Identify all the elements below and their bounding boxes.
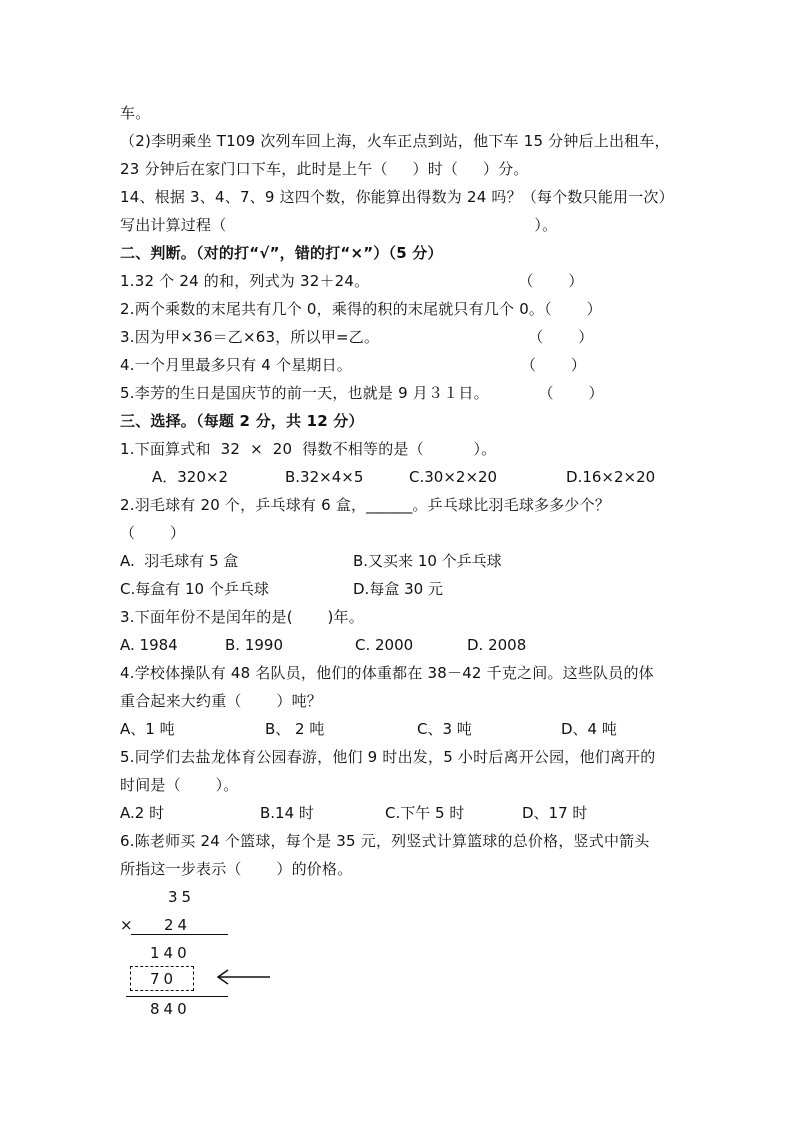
final-product: 840	[150, 1000, 191, 1018]
choice-q2-blank: （ ）	[120, 524, 186, 542]
choice-q5-option-b: B.14 时	[260, 804, 314, 822]
left-arrow-icon	[216, 968, 272, 986]
judge-item-5: 5.李芳的生日是国庆节的前一天，也就是 9 月３１日。 （ ）	[120, 384, 604, 402]
choice-q6-stem-cont: 所指这一步表示（ ）的价格。	[120, 860, 353, 878]
multiplication-line	[131, 934, 228, 935]
judge-item-3: 3.因为甲×36＝乙×63，所以甲=乙。 （ ）	[120, 328, 594, 346]
multiplicand: 35	[168, 888, 196, 906]
judge-item-2: 2.两个乘数的末尾共有几个 0，乘得的积的末尾就只有几个 0。（ ）	[120, 300, 602, 318]
choice-q5-option-c: C.下午 5 时	[385, 804, 465, 822]
choice-q2-stem: 2.羽毛球有 20 个，乒乓球有 6 盒，______。乒乓球比羽毛球多多少个？	[120, 496, 611, 514]
choice-q2-option-a: A. 羽毛球有 5 盒	[120, 552, 239, 570]
text-line: 车。	[120, 104, 151, 122]
choice-q4-stem-cont: 重合起来大约重（ ）吨？	[120, 692, 322, 710]
section-3-heading: 三、选择。（每题 2 分，共 12 分）	[120, 412, 364, 430]
choice-q2-option-d: D.每盒 30 元	[353, 580, 443, 598]
choice-q5-stem-cont: 时间是（ ）。	[120, 776, 239, 794]
choice-q1-option-a: A．320×2	[152, 468, 229, 486]
choice-q1-option-d: D.16×2×20	[566, 468, 656, 486]
choice-q3-option-d: D. 2008	[467, 636, 527, 654]
choice-q3-option-b: B. 1990	[225, 636, 284, 654]
times-sign: ×	[120, 916, 133, 934]
choice-q4-stem: 4.学校体操队有 48 名队员，他们的体重都在 38－42 千克之间。这些队员的体	[120, 664, 654, 682]
text-line: （2)李明乘坐 T109 次列车回上海，火车正点到站，他下车 15 分钟后上出租车，	[120, 132, 670, 150]
multiplier: 24	[164, 916, 192, 934]
choice-q6-stem: 6.陈老师买 24 个篮球，每个是 35 元，列竖式计算篮球的总价格，竖式中箭头	[120, 832, 650, 850]
section-2-heading: 二、判断。（对的打“√”，错的打“×”）（5 分）	[120, 244, 443, 262]
choice-q2-option-c: C.每盒有 10 个乒乓球	[120, 580, 269, 598]
choice-q3-option-c: C. 2000	[355, 636, 414, 654]
choice-q3-option-a: A. 1984	[120, 636, 178, 654]
partial-product-1: 140	[150, 944, 191, 962]
choice-q3-stem: 3.下面年份不是闰年的是( )年。	[120, 608, 364, 626]
choice-q5-option-d: D、17 时	[522, 804, 588, 822]
judge-item-4: 4.一个月里最多只有 4 个星期日。 （ ）	[120, 356, 587, 374]
choice-q5-stem: 5.同学们去盐龙体育公园春游，他们 9 时出发，5 小时后离开公园，他们离开的	[120, 748, 656, 766]
choice-q4-option-a: A、1 吨	[120, 720, 175, 738]
partial-product-2: 70	[150, 970, 178, 988]
choice-q4-option-d: D、4 吨	[561, 720, 617, 738]
judge-item-1: 1.32 个 24 的和，列式为 32＋24。 （ ）	[120, 272, 584, 290]
text-line: 23 分钟后在家门口下车，此时是上午（ ）时（ ）分。	[120, 160, 529, 178]
choice-q2-option-b: B.又买来 10 个乒乓球	[353, 552, 502, 570]
choice-q4-option-b: B、 2 吨	[265, 720, 325, 738]
choice-q1-stem: 1.下面算式和 32 × 20 得数不相等的是（ ）。	[120, 440, 497, 458]
choice-q1-option-b: B.32×4×5	[285, 468, 364, 486]
choice-q4-option-c: C、3 吨	[417, 720, 472, 738]
sum-line	[126, 996, 228, 997]
question-14-answer-line: 写出计算过程（ ）。	[120, 216, 558, 234]
question-14: 14、根据 3、4、7、9 这四个数，你能算出得数为 24 吗？（每个数只能用一次）	[120, 188, 674, 206]
choice-q1-option-c: C.30×2×20	[409, 468, 498, 486]
choice-q5-option-a: A.2 时	[120, 804, 165, 822]
